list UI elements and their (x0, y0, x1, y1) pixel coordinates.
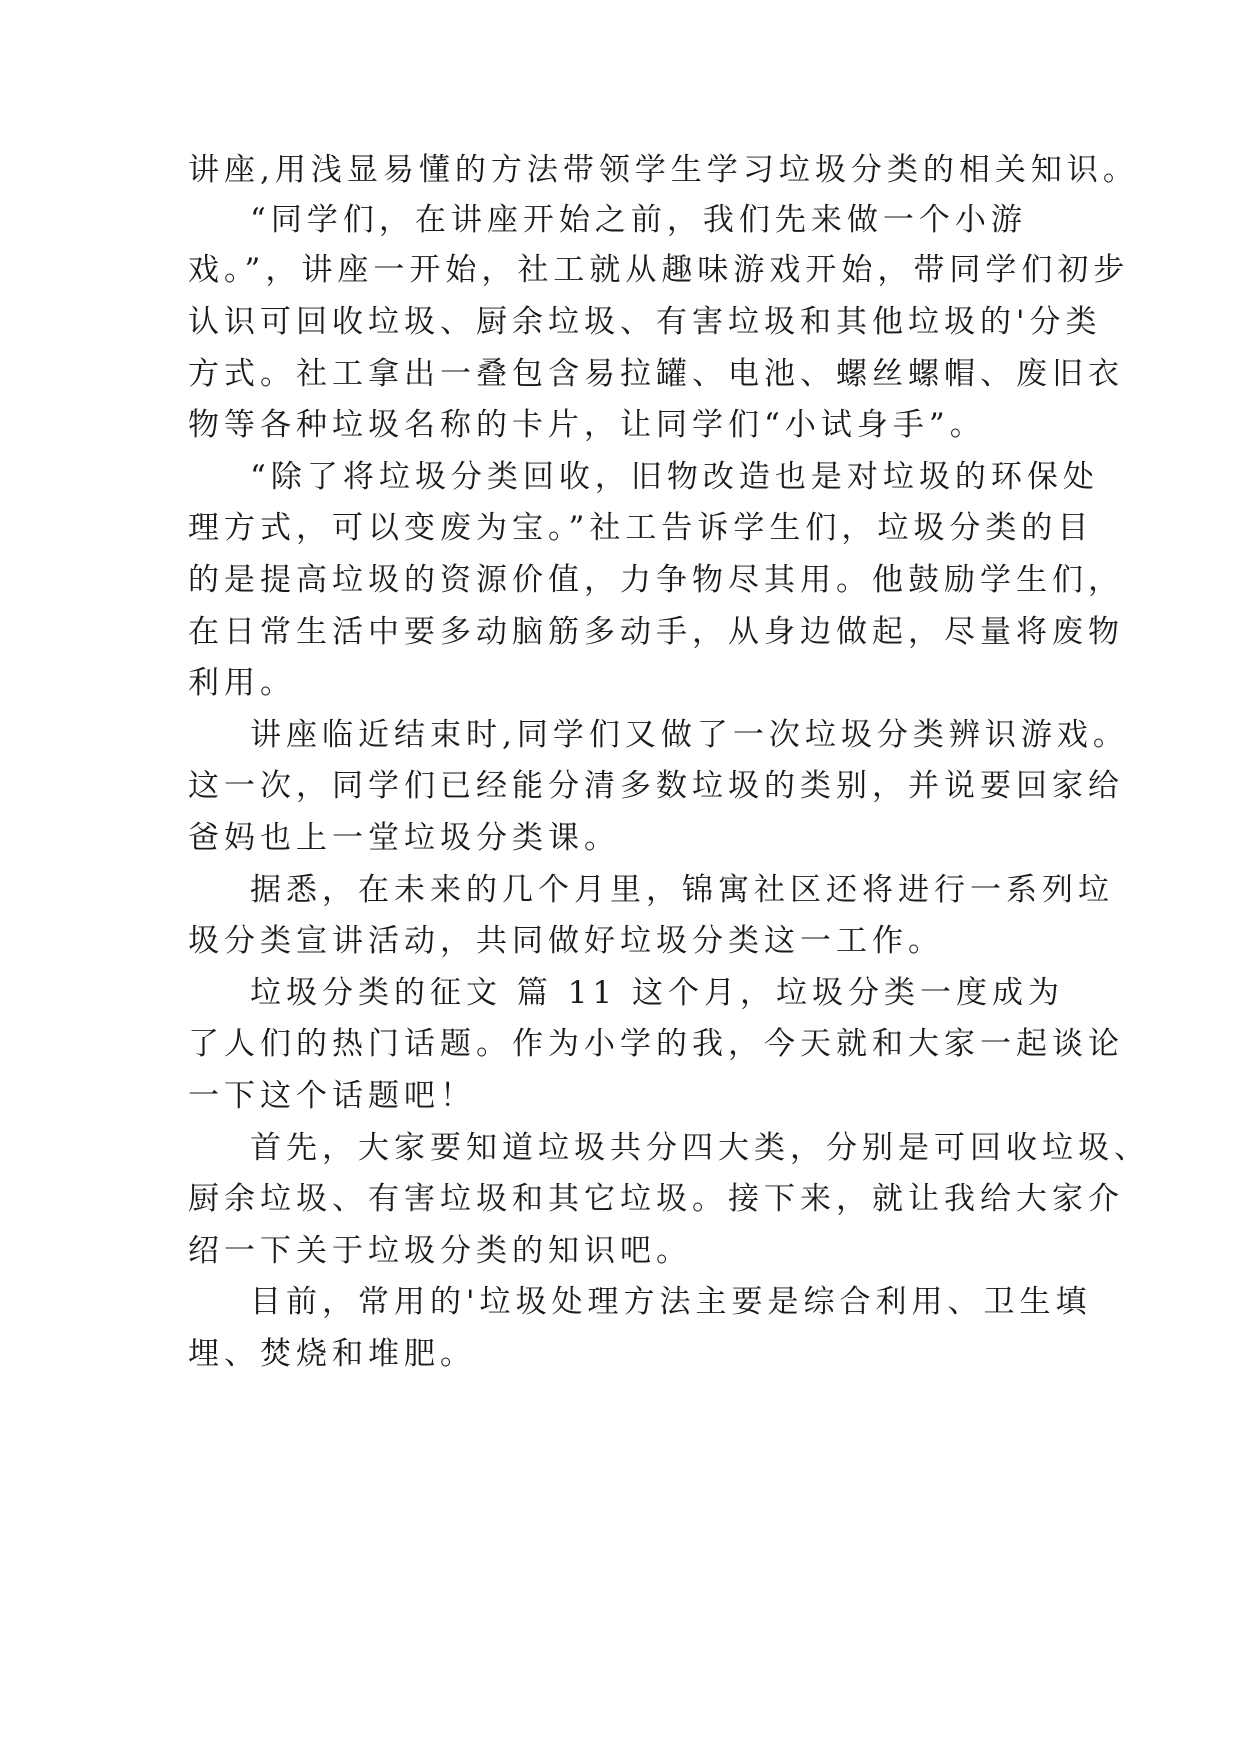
text-line: “同学们，在讲座开始之前，我们先来做一个小游 (250, 202, 1027, 238)
text-line: 物等各种垃圾名称的卡片，让同学们“小试身手”。 (188, 407, 986, 443)
text-line: 圾分类宣讲活动，共同做好垃圾分类这一工作。 (188, 923, 944, 959)
text-line: 理方式，可以变废为宝。”社工告诉学生们，垃圾分类的目 (188, 510, 1094, 546)
text-line: 首先，大家要知道垃圾共分四大类，分别是可回收垃圾、 (250, 1130, 1150, 1166)
text-line: 在日常生活中要多动脑筋多动手，从身边做起，尽量将废物 (188, 614, 1124, 650)
text-line: 厨余垃圾、有害垃圾和其它垃圾。接下来，就让我给大家介 (188, 1181, 1124, 1217)
text-line: 这一次，同学们已经能分清多数垃圾的类别，并说要回家给 (188, 768, 1124, 804)
section-heading-line: 垃圾分类的征文 篇 11 这个月，垃圾分类一度成为 (250, 975, 1065, 1011)
text-line: 了人们的热门话题。作为小学的我，今天就和大家一起谈论 (188, 1026, 1124, 1062)
text-line: 绍一下关于垃圾分类的知识吧。 (188, 1233, 692, 1269)
text-line: 一下这个话题吧！ (188, 1078, 476, 1114)
text-line: 讲座,用浅显易懂的方法带领学生学习垃圾分类的相关知识。 (188, 152, 1139, 188)
text-line: 埋、焚烧和堆肥。 (188, 1336, 476, 1372)
text-line: 讲座临近结束时,同学们又做了一次垃圾分类辨识游戏。 (250, 717, 1129, 753)
text-line: 爸妈也上一堂垃圾分类课。 (188, 820, 620, 856)
text-line: 的是提高垃圾的资源价值，力争物尽其用。他鼓励学生们， (188, 562, 1124, 598)
text-line: 利用。 (188, 665, 296, 701)
text-line: 戏。”，讲座一开始，社工就从趣味游戏开始，带同学们初步 (188, 252, 1130, 288)
text-line: 目前，常用的'垃圾处理方法主要是综合利用、卫生填 (250, 1284, 1092, 1320)
text-line: 认识可回收垃圾、厨余垃圾、有害垃圾和其他垃圾的'分类 (188, 304, 1102, 340)
text-line: “除了将垃圾分类回收，旧物改造也是对垃圾的环保处 (250, 459, 1099, 495)
text-line: 方式。社工拿出一叠包含易拉罐、电池、螺丝螺帽、废旧衣 (188, 356, 1124, 392)
text-line: 据悉，在未来的几个月里，锦寓社区还将进行一系列垃 (250, 872, 1114, 908)
